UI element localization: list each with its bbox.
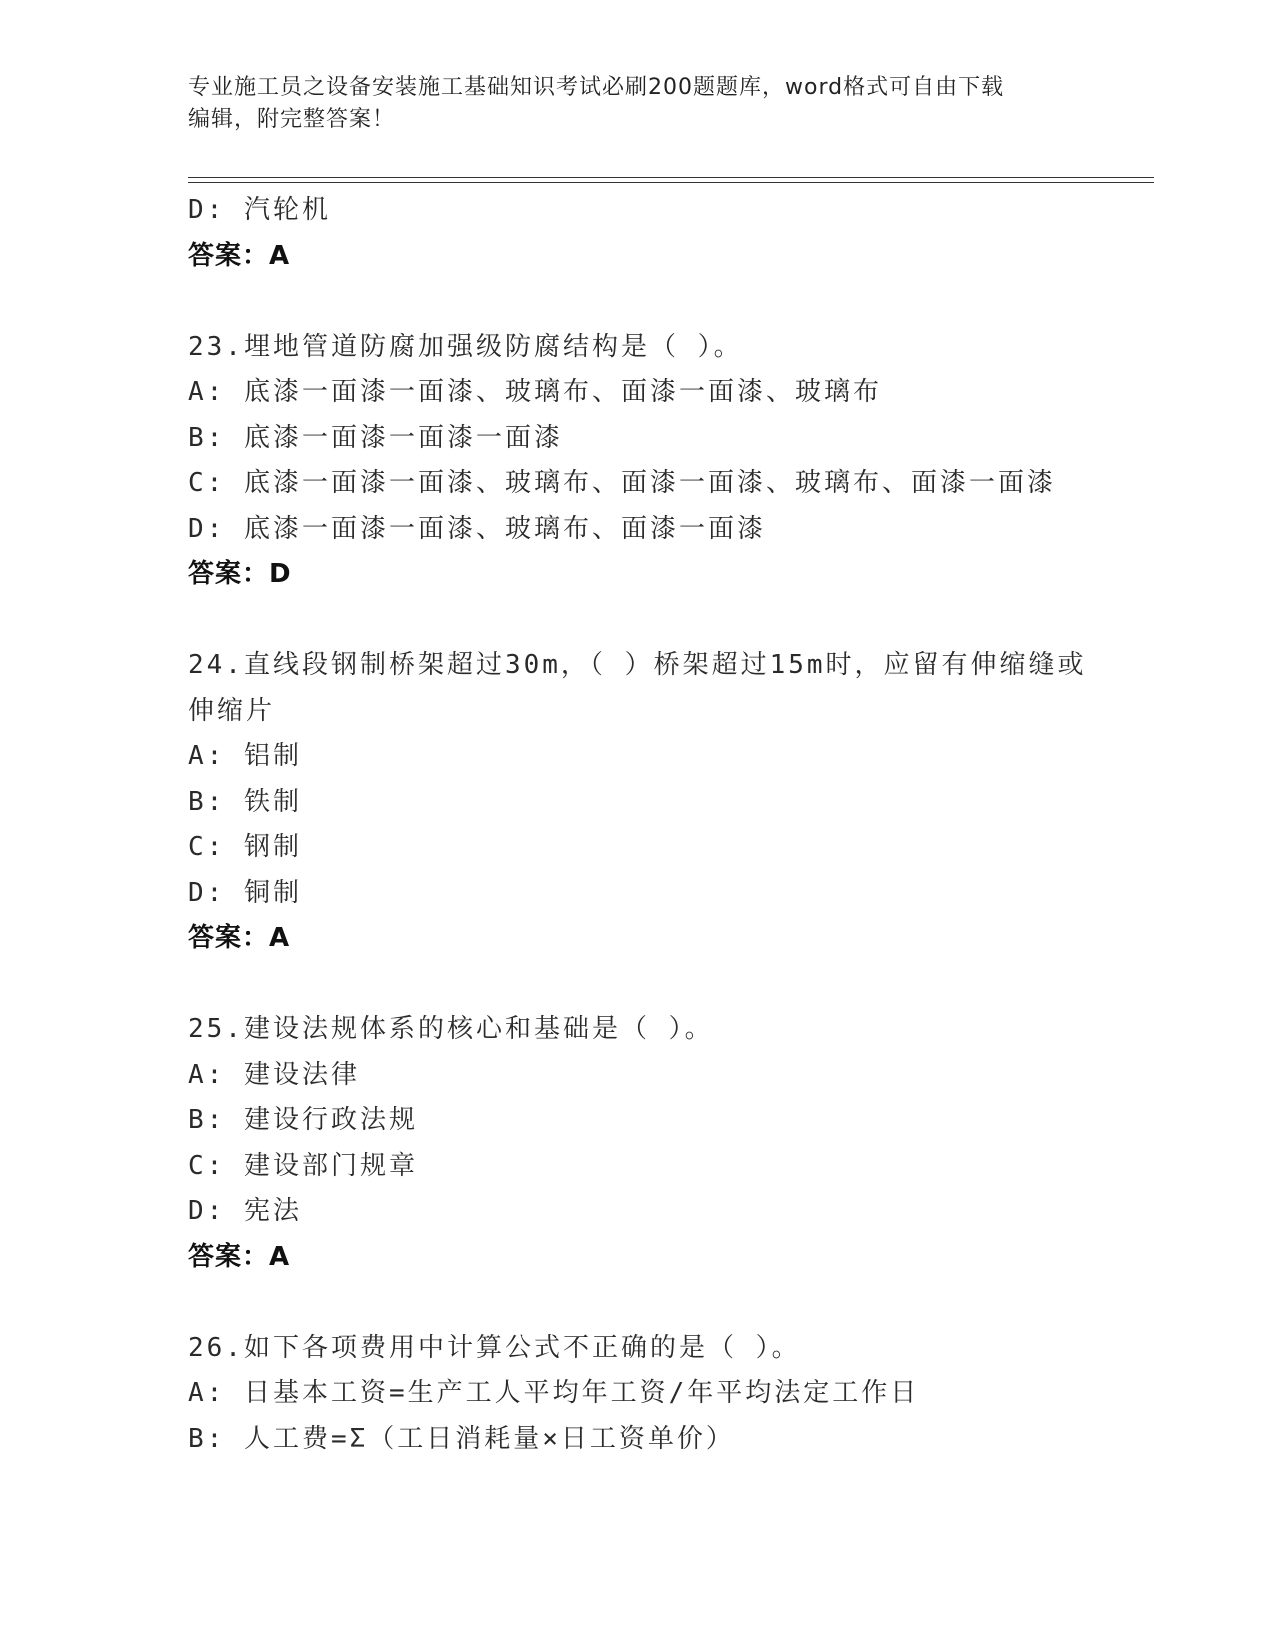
answer: 答案：A (188, 923, 291, 953)
option-d: D: 汽轮机 (188, 195, 331, 225)
question-stem: 24.直线段钢制桥架超过30m，（ ）桥架超过15m时，应留有伸缩缝或 (188, 650, 1087, 680)
spacer (188, 598, 1154, 644)
spacer (188, 279, 1154, 325)
document-header (188, 72, 1088, 136)
option-c: C: 钢制 (188, 832, 302, 862)
option-a: A: 建设法律 (188, 1059, 360, 1090)
answer: 答案：A (188, 240, 291, 271)
question-stem: 25.建设法规体系的核心和基础是（ ）。 (188, 1014, 714, 1044)
question-stem: 26.如下各项费用中计算公式不正确的是（ ）。 (188, 1332, 801, 1363)
spacer (188, 1280, 1154, 1326)
option-a: A: 日基本工资=生产工人平均年工资/年平均法定工作日 (188, 1378, 920, 1408)
header-rule-bottom (188, 182, 1154, 183)
header-line-1: 专业施工员之设备安装施工基础知识考试必刷200题题库，word格式可自由下载 (188, 75, 1005, 100)
option-b: B: 底漆一面漆一面漆一面漆 (188, 422, 563, 453)
option-c: C: 底漆一面漆一面漆、玻璃布、面漆一面漆、玻璃布、面漆一面漆 (188, 468, 1056, 498)
option-a: A: 底漆一面漆一面漆、玻璃布、面漆一面漆、玻璃布 (188, 377, 882, 407)
spacer (188, 962, 1154, 1008)
answer: 答案：A (188, 1241, 291, 1272)
option-d: D: 底漆一面漆一面漆、玻璃布、面漆一面漆 (188, 513, 766, 544)
option-d: D: 铜制 (188, 877, 302, 908)
header-rule-top (188, 177, 1154, 178)
option-b: B: 人工费=Σ（工日消耗量×日工资单价） (188, 1423, 735, 1454)
question-stem-continued: 伸缩片 (188, 695, 276, 726)
option-c: C: 建设部门规章 (188, 1150, 418, 1181)
question-stem: 23.埋地管道防腐加强级防腐结构是（ ）。 (188, 331, 743, 362)
question-list (188, 188, 1154, 1462)
option-a: A: 铝制 (188, 741, 302, 771)
option-b: B: 建设行政法规 (188, 1105, 418, 1135)
option-d: D: 宪法 (188, 1196, 302, 1226)
option-b: B: 铁制 (188, 786, 302, 817)
header-line-2: 编辑，附完整答案！ (188, 107, 396, 132)
answer: 答案：D (188, 559, 292, 589)
